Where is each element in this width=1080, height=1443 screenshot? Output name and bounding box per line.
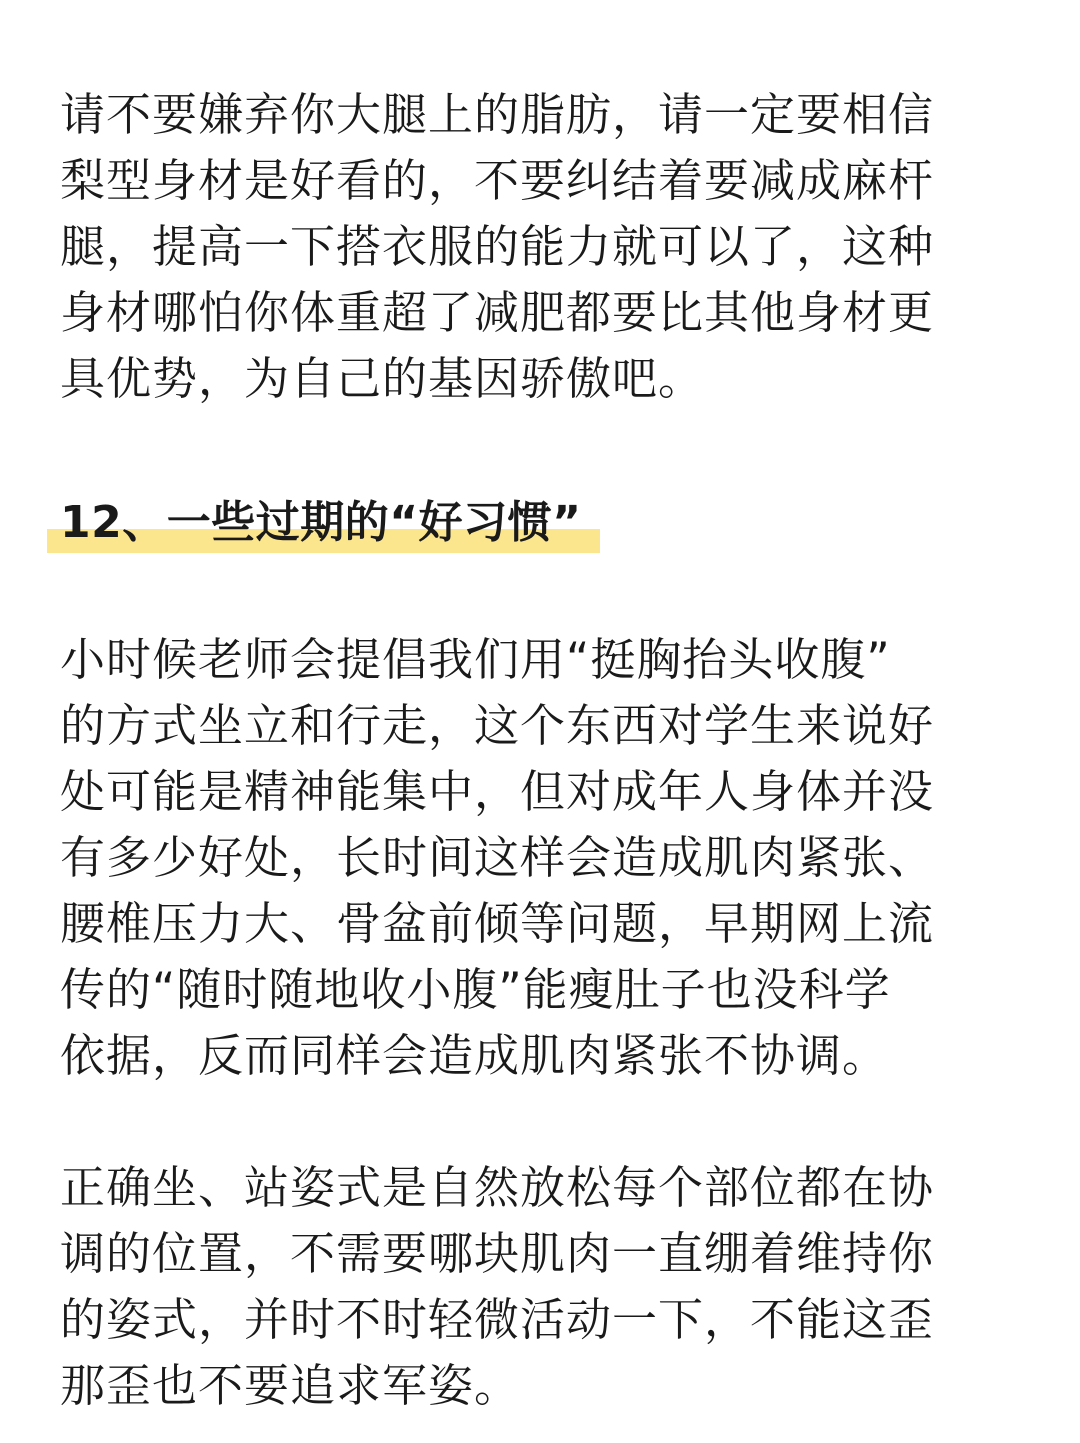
text-line: 腰椎压力大、骨盆前倾等问题，早期网上流 [60,897,935,950]
article [60,82,980,1419]
text-line: 具优势，为自己的基因骄傲吧。 [60,352,705,405]
section-paragraph-1 [60,627,980,1089]
text-line: 梨型身材是好看的，不要纠结着要减成麻杆 [60,154,935,207]
text-line: 身材哪怕你体重超了减肥都要比其他身材更 [60,286,935,339]
text-line: 腿，提高一下搭衣服的能力就可以了，这种 [60,220,935,273]
section-heading-wrap [47,495,980,569]
text-line: 正确坐、站姿式是自然放松每个部位都在协 [60,1161,935,1214]
text-line: 有多少好处，长时间这样会造成肌肉紧张、 [60,831,935,884]
text-line: 传的“随时随地收小腹”能瘦肚子也没科学 [60,963,891,1016]
text-line: 依据，反而同样会造成肌肉紧张不协调。 [60,1029,889,1082]
text-line: 的方式坐立和行走，这个东西对学生来说好 [60,699,935,752]
text-line: 请不要嫌弃你大腿上的脂肪，请一定要相信 [60,88,935,141]
text-line: 那歪也不要追求军姿。 [60,1359,521,1412]
section-heading: 12、一些过期的“好习惯” [47,495,600,551]
text-line: 处可能是精神能集中，但对成年人身体并没 [60,765,935,818]
text-line: 调的位置，不需要哪块肌肉一直绷着维持你 [60,1227,935,1280]
section-paragraph-2 [60,1155,980,1419]
text-line: 小时候老师会提倡我们用“挺胸抬头收腹” [60,633,891,686]
intro-paragraph [60,82,980,412]
text-line: 的姿式，并时不时轻微活动一下，不能这歪 [60,1293,935,1346]
